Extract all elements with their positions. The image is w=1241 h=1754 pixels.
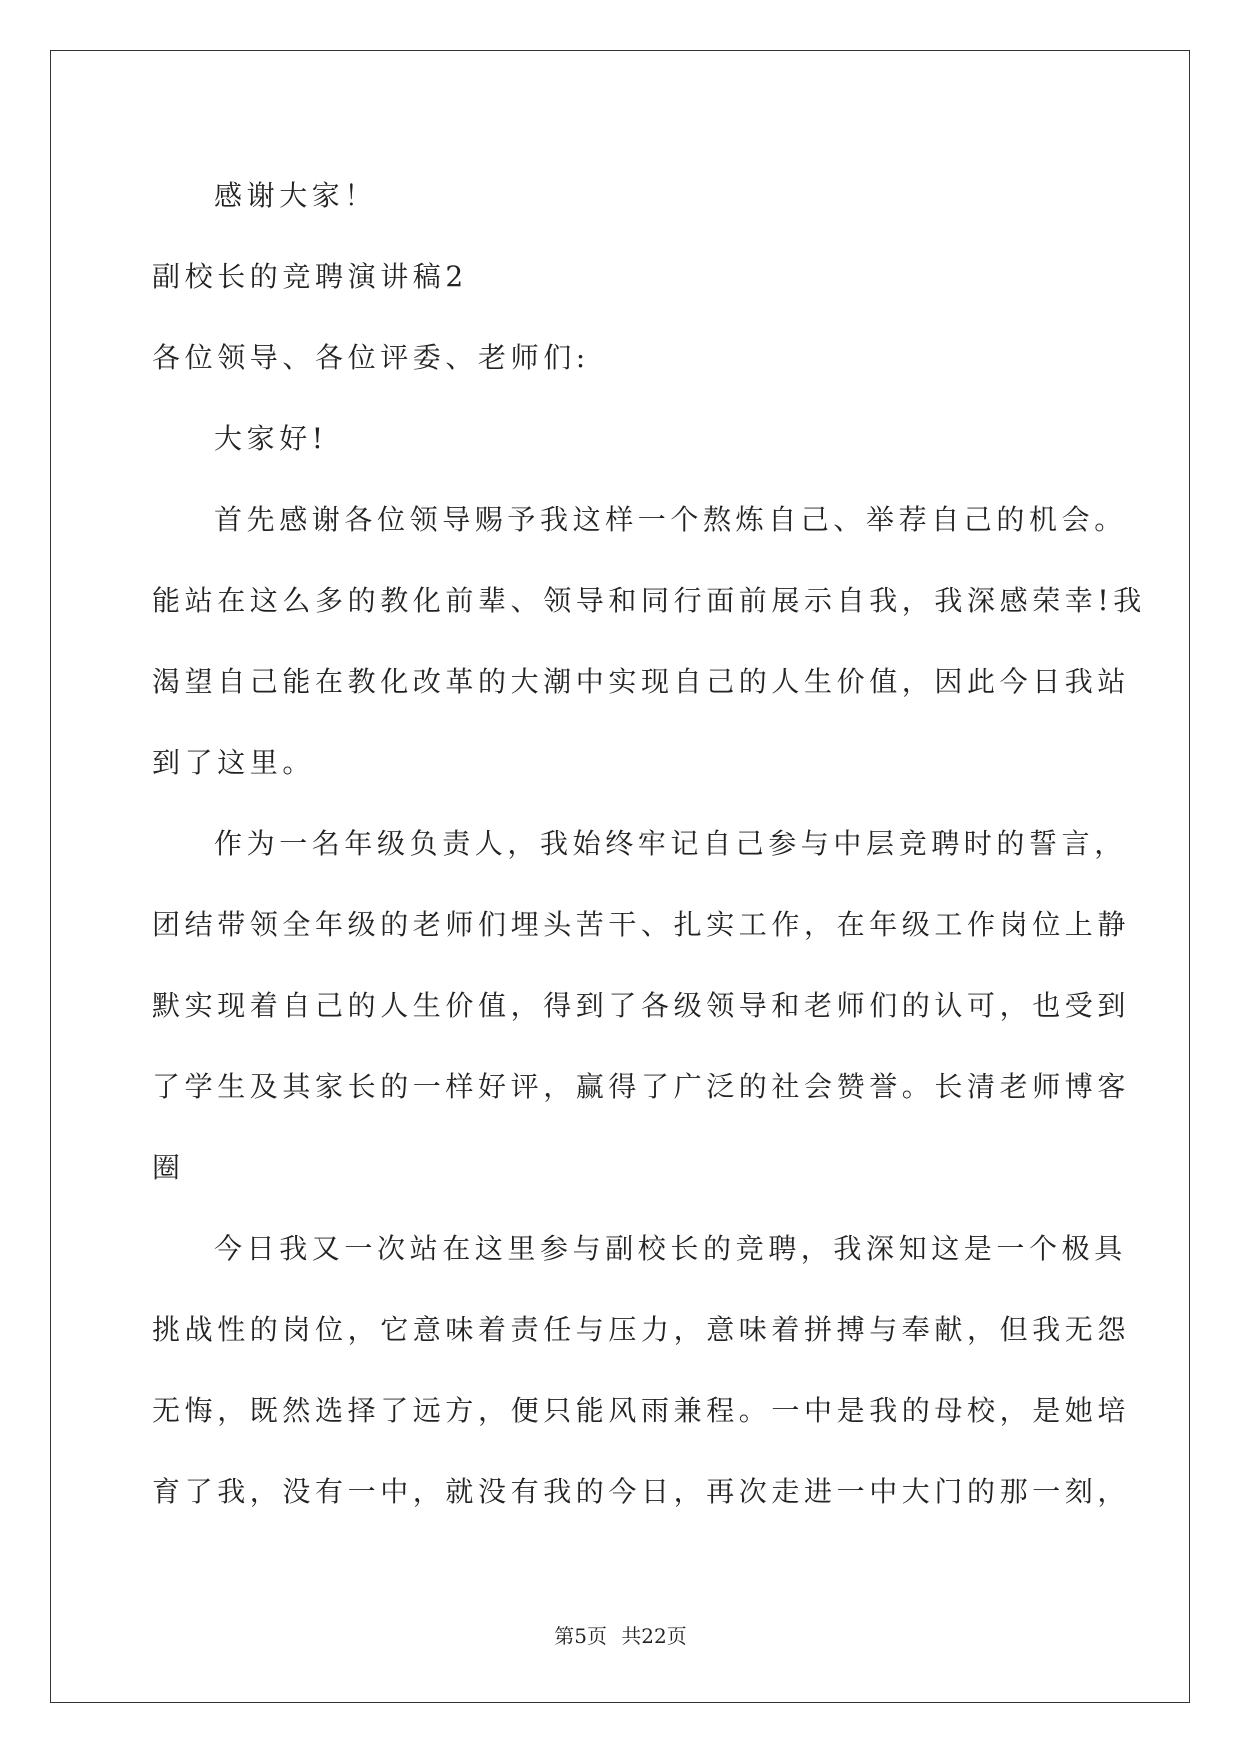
page-total: 共22页 bbox=[621, 1624, 687, 1648]
document-body bbox=[152, 155, 1146, 1532]
paragraph-1-line-3: 渴望自己能在教化改革的大潮中实现自己的人生价值，因此今日我站 bbox=[152, 665, 1131, 698]
page-number: 第5页 bbox=[554, 1624, 607, 1648]
paragraph-2-line-2: 团结带领全年级的老师们埋头苦干、扎实工作，在年级工作岗位上静 bbox=[152, 908, 1131, 941]
paragraph-2-line-4: 了学生及其家长的一样好评，赢得了广泛的社会赞誉。长清老师博客 bbox=[152, 1070, 1131, 1103]
paragraph-1-line-4: 到了这里。 bbox=[152, 746, 316, 779]
paragraph-2-line-1: 作为一名年级负责人，我始终牢记自己参与中层竞聘时的誓言， bbox=[214, 827, 1127, 860]
thanks-line: 感谢大家！ bbox=[214, 179, 378, 212]
paragraph-1 bbox=[152, 479, 1146, 803]
page-footer bbox=[0, 1620, 1241, 1649]
speech-heading: 副校长的竞聘演讲稿2 bbox=[152, 260, 468, 293]
salutation: 各位领导、各位评委、老师们: bbox=[152, 341, 590, 374]
greeting: 大家好! bbox=[214, 422, 328, 455]
paragraph-2-line-3: 默实现着自己的人生价值，得到了各级领导和老师们的认可，也受到 bbox=[152, 989, 1131, 1022]
paragraph-2-line-5: 圈 bbox=[152, 1151, 185, 1184]
paragraph-1-line-2: 能站在这么多的教化前辈、领导和同行面前展示自我，我深感荣幸!我 bbox=[152, 584, 1146, 617]
paragraph-3-line-1: 今日我又一次站在这里参与副校长的竞聘，我深知这是一个极具 bbox=[214, 1232, 1127, 1265]
paragraph-3-line-4: 育了我，没有一中，就没有我的今日，再次走进一中大门的那一刻， bbox=[152, 1475, 1131, 1508]
paragraph-2 bbox=[152, 803, 1131, 1208]
paragraph-3-line-3: 无悔，既然选择了远方，便只能风雨兼程。一中是我的母校，是她培 bbox=[152, 1394, 1131, 1427]
paragraph-3-line-2: 挑战性的岗位，它意味着责任与压力，意味着拼搏与奉献，但我无怨 bbox=[152, 1313, 1131, 1346]
paragraph-1-line-1: 首先感谢各位领导赐予我这样一个熬炼自己、举荐自己的机会。 bbox=[214, 503, 1127, 536]
paragraph-3 bbox=[152, 1208, 1131, 1532]
